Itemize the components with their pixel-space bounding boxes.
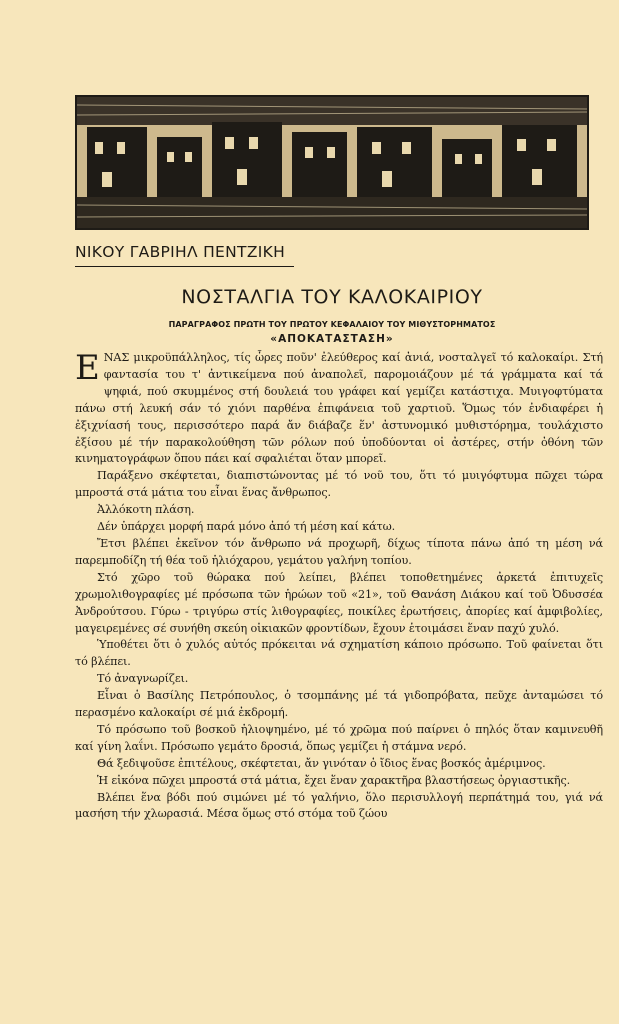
village-engraving-illustration (75, 95, 589, 230)
engraving-art (77, 97, 587, 228)
paragraph: Παράξενο σκέφτεται, διαπιστώνοντας μέ τό νοῦ του, ὅτι τό μυιγόφτυμα πῶχει τώρα μπροστά στά μάτια του εἶναι ἕνας ἄνθρωπος. (75, 469, 603, 500)
paragraph: Τό πρόσωπο τοῦ βοσκοῦ ἡλιοψημένο, μέ τό χρῶμα πού παίρνει ὁ πηλός ὅταν καμινευθῆ καί γίνη λαΐνι. Πρόσωπο γεμάτο δροσιά, ὅπως γεμίζει ἡ στάμνα νερό. (75, 722, 603, 753)
author-name: ΝΙΚΟΥ ΓΑΒΡΙΗΛ ΠΕΝΤΖΙΚΗ (75, 243, 286, 261)
paragraph: Στό χῶρο τοῦ θώρακα πού λείπει, βλέπει τοποθετημένες ἀρκετά ἐπιτυχεῖς χρωμολιθογραφίες μέ πρόσωπα τῶν ἡρώων τοῦ «21», τοῦ Θανάση Διάκου καί τοῦ Ὀδυσσέα Ἀνδρούτσου. Γύρω - τριγύρω στίς λιθογραφίες, ποικίλες ἐρωτήσεις, ἀπορίες καί ἀμφιβολίες, μαγειρεμένες σέ συνήθη σκεύη οἰκιακῶν φροντίδων, ἔχουν ἑτοιμάσει ἕναν παχύ χυλό. (75, 570, 603, 635)
paragraph: Τό ἀναγνωρίζει. (97, 672, 189, 686)
article-body (75, 350, 603, 823)
novel-title: «ΑΠΟΚΑΤΑΣΤΑΣΗ» (270, 333, 394, 345)
paragraph: Ἔτσι βλέπει ἐκεῖνον τόν ἄνθρωπο νά προχωρῆ, δίχως τίποτα πάνω ἀπό τη μέση νά παρεμποδίζη τή θέα τοῦ ἡλιόχαρου, γεμάτου γαλήνη τοπίου. (75, 536, 603, 567)
article-subtitle: ΠΑΡΑΓΡΑΦΟΣ ΠΡΩΤΗ ΤΟΥ ΠΡΩΤΟΥ ΚΕΦΑΛΑΙΟΥ ΤΟΥ ΜΙΘΥΣΤΟΡΗΜΑΤΟΣ (168, 320, 496, 329)
drop-cap: Ε (75, 348, 100, 388)
paragraph: Ἡ εἰκόνα πῶχει μπροστά στά μάτια, ἔχει ἕναν χαρακτῆρα βλαστήσεως ὀργιαστικῆς. (97, 773, 571, 787)
paragraph: Ὑποθέτει ὅτι ὁ χυλός αὐτός πρόκειται νά σχηματίση κάποιο πρόσωπο. Τοῦ φαίνεται ὅτι τό βλέπει. (75, 638, 603, 669)
author-underline (75, 266, 294, 267)
paragraph: Εἶναι ὁ Βασίλης Πετρόπουλος, ὁ τσομπάνης μέ τά γιδοπρόβατα, πεῦχε ἀνταμώσει τό περασμένο καλοκαίρι σέ μιά ἐκδρομή. (75, 689, 603, 720)
paragraph: Βλέπει ἕνα βόδι πού σιμώνει μέ τό γαλήνιο, ὅλο περισυλλογή περπάτημά του, γιά νά μασήση τήν χλωρασιά. Μέσα ὅμως στό στόμα τοῦ ζώου (75, 790, 603, 821)
paragraph: Ἀλλόκοτη πλάση. (97, 503, 195, 517)
paragraph: Δέν ὑπάρχει μορφή παρά μόνο ἀπό τή μέση καί κάτω. (97, 520, 396, 534)
paragraph-text: ΝΑΣ μικροϋπάλληλος, τίς ὧρες ποῦν' ἐλεύθερος καί ἀνιά, νοσταλγεῖ τό καλοκαίρι. Στή φαντασία του τ' ἀντικείμενα πού ἀναπολεῖ, παρομοιάζουν μέ τά γράμματα καί τά ψηφιά, πού σκυμμένος στή δουλειά του γράφει καί γεμίζει κατάστιχα. Μυιγοφτύματα πάνω στή λευκή σάν τό χιόνι παρθένα ἐπιφάνεια τοῦ χαρτιοῦ. Ὅμως τόν ἐνδιαφέρει ἡ ἐξιχνίασή τους, περισσότερο παρά ἄν διάβαζε ἕν' ἀστυνομικό μυθιστόρημα, τουλάχιστο ἐξίσου μέ τήν παρακολούθηση τῶν ρόλων πού ὑποδύονται οἱ ἀστέρες, στήν ὀθόνη τῶν κινηματογράφων ὅπου πάει καί σφαλιέται ὅταν μπορεῖ. (75, 351, 603, 466)
article-title: ΝΟΣΤΑΛΓΙΑ ΤΟΥ ΚΑΛΟΚΑΙΡΙΟΥ (181, 286, 483, 308)
paragraph: Θά ξεδιψοῦσε ἐπιτέλους, σκέφτεται, ἄν γινόταν ὁ ἴδιος ἕνας βοσκός ἀμέριμνος. (97, 756, 546, 770)
paragraph (75, 350, 603, 468)
